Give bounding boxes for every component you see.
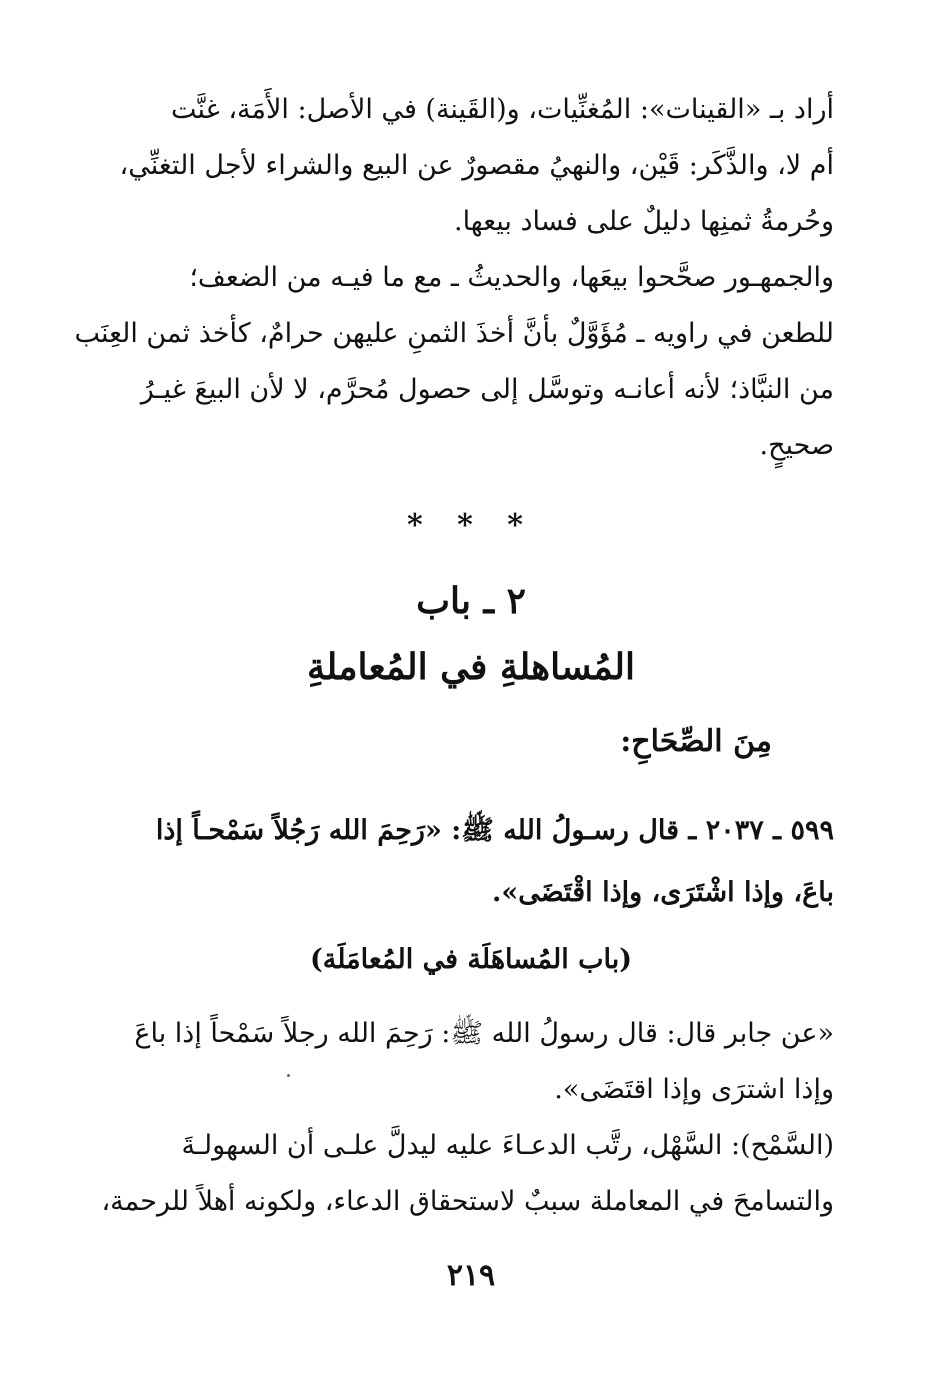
section-separator: * * * xyxy=(407,508,535,543)
text-line: أم لا، والذَّكَر: قَيْن، والنهيُ مقصورٌ عن البيع والشراء لأجل التغنِّي، xyxy=(119,150,834,181)
text-line: وإذا اشترَى وإذا اقتَضَى». xyxy=(554,1074,834,1105)
commentary-bottom xyxy=(101,1006,834,1230)
page-number: ٢١٩ xyxy=(446,1258,496,1293)
text-line: والتسامحَ في المعاملة سببٌ لاستحقاق الدعاء، ولكونه أهلاً للرحمة، xyxy=(101,1186,834,1217)
hadith-line: ٥٩٩ ـ ٢٠٣٧ ـ قال رسـولُ الله ﷺ: «رَحِمَ الله رَجُلاً سَمْحـاً إذا xyxy=(155,815,834,846)
chapter-title: المُساهلةِ في المُعاملةِ xyxy=(307,646,635,688)
text-line: أراد بـ «القينات»: المُغنِّيات، و(القَينة) في الأصل: الأَمَة، غنَّت xyxy=(170,94,834,125)
text-line: للطعن في راويه ـ مُؤَوَّلٌ بأنَّ أخذَ الثمنِ عليهن حرامٌ، كأخذ ثمن العِنَب xyxy=(74,318,834,349)
hadith-line: باعَ، وإذا اشْتَرَى، وإذا اقْتَضَى». xyxy=(491,877,834,908)
text-line: وحُرمةُ ثمنِها دليلٌ على فساد بيعها. xyxy=(453,206,834,237)
hadith-text xyxy=(110,800,834,924)
scan-speck xyxy=(287,1074,290,1077)
text-line: صحيحٍ. xyxy=(759,430,834,461)
text-line: من النبَّاذ؛ لأنه أعانـه وتوسَّل إلى حصول مُحرَّم، لا لأن البيعَ غيـرُ xyxy=(140,374,834,405)
text-line: والجمهـور صحَّحوا بيعَها، والحديثُ ـ مع ما فيـه من الضعف؛ xyxy=(189,262,834,293)
section-label: مِنَ الصِّحَاحِ: xyxy=(620,724,772,759)
text-line: (السَّمْح): السَّهْل، رتَّب الدعـاءَ عليه ليدلَّ علـى أن السهولـةَ xyxy=(181,1130,834,1161)
chapter-number: ٢ ـ باب xyxy=(416,580,526,622)
bab-heading: (باب المُساهَلَة في المُعامَلَة) xyxy=(309,944,633,975)
commentary-top xyxy=(74,82,834,474)
text-line: «عن جابر قال: قال رسولُ الله ﷺ: رَحِمَ الله رجلاً سَمْحاً إذا باعَ xyxy=(134,1018,834,1049)
